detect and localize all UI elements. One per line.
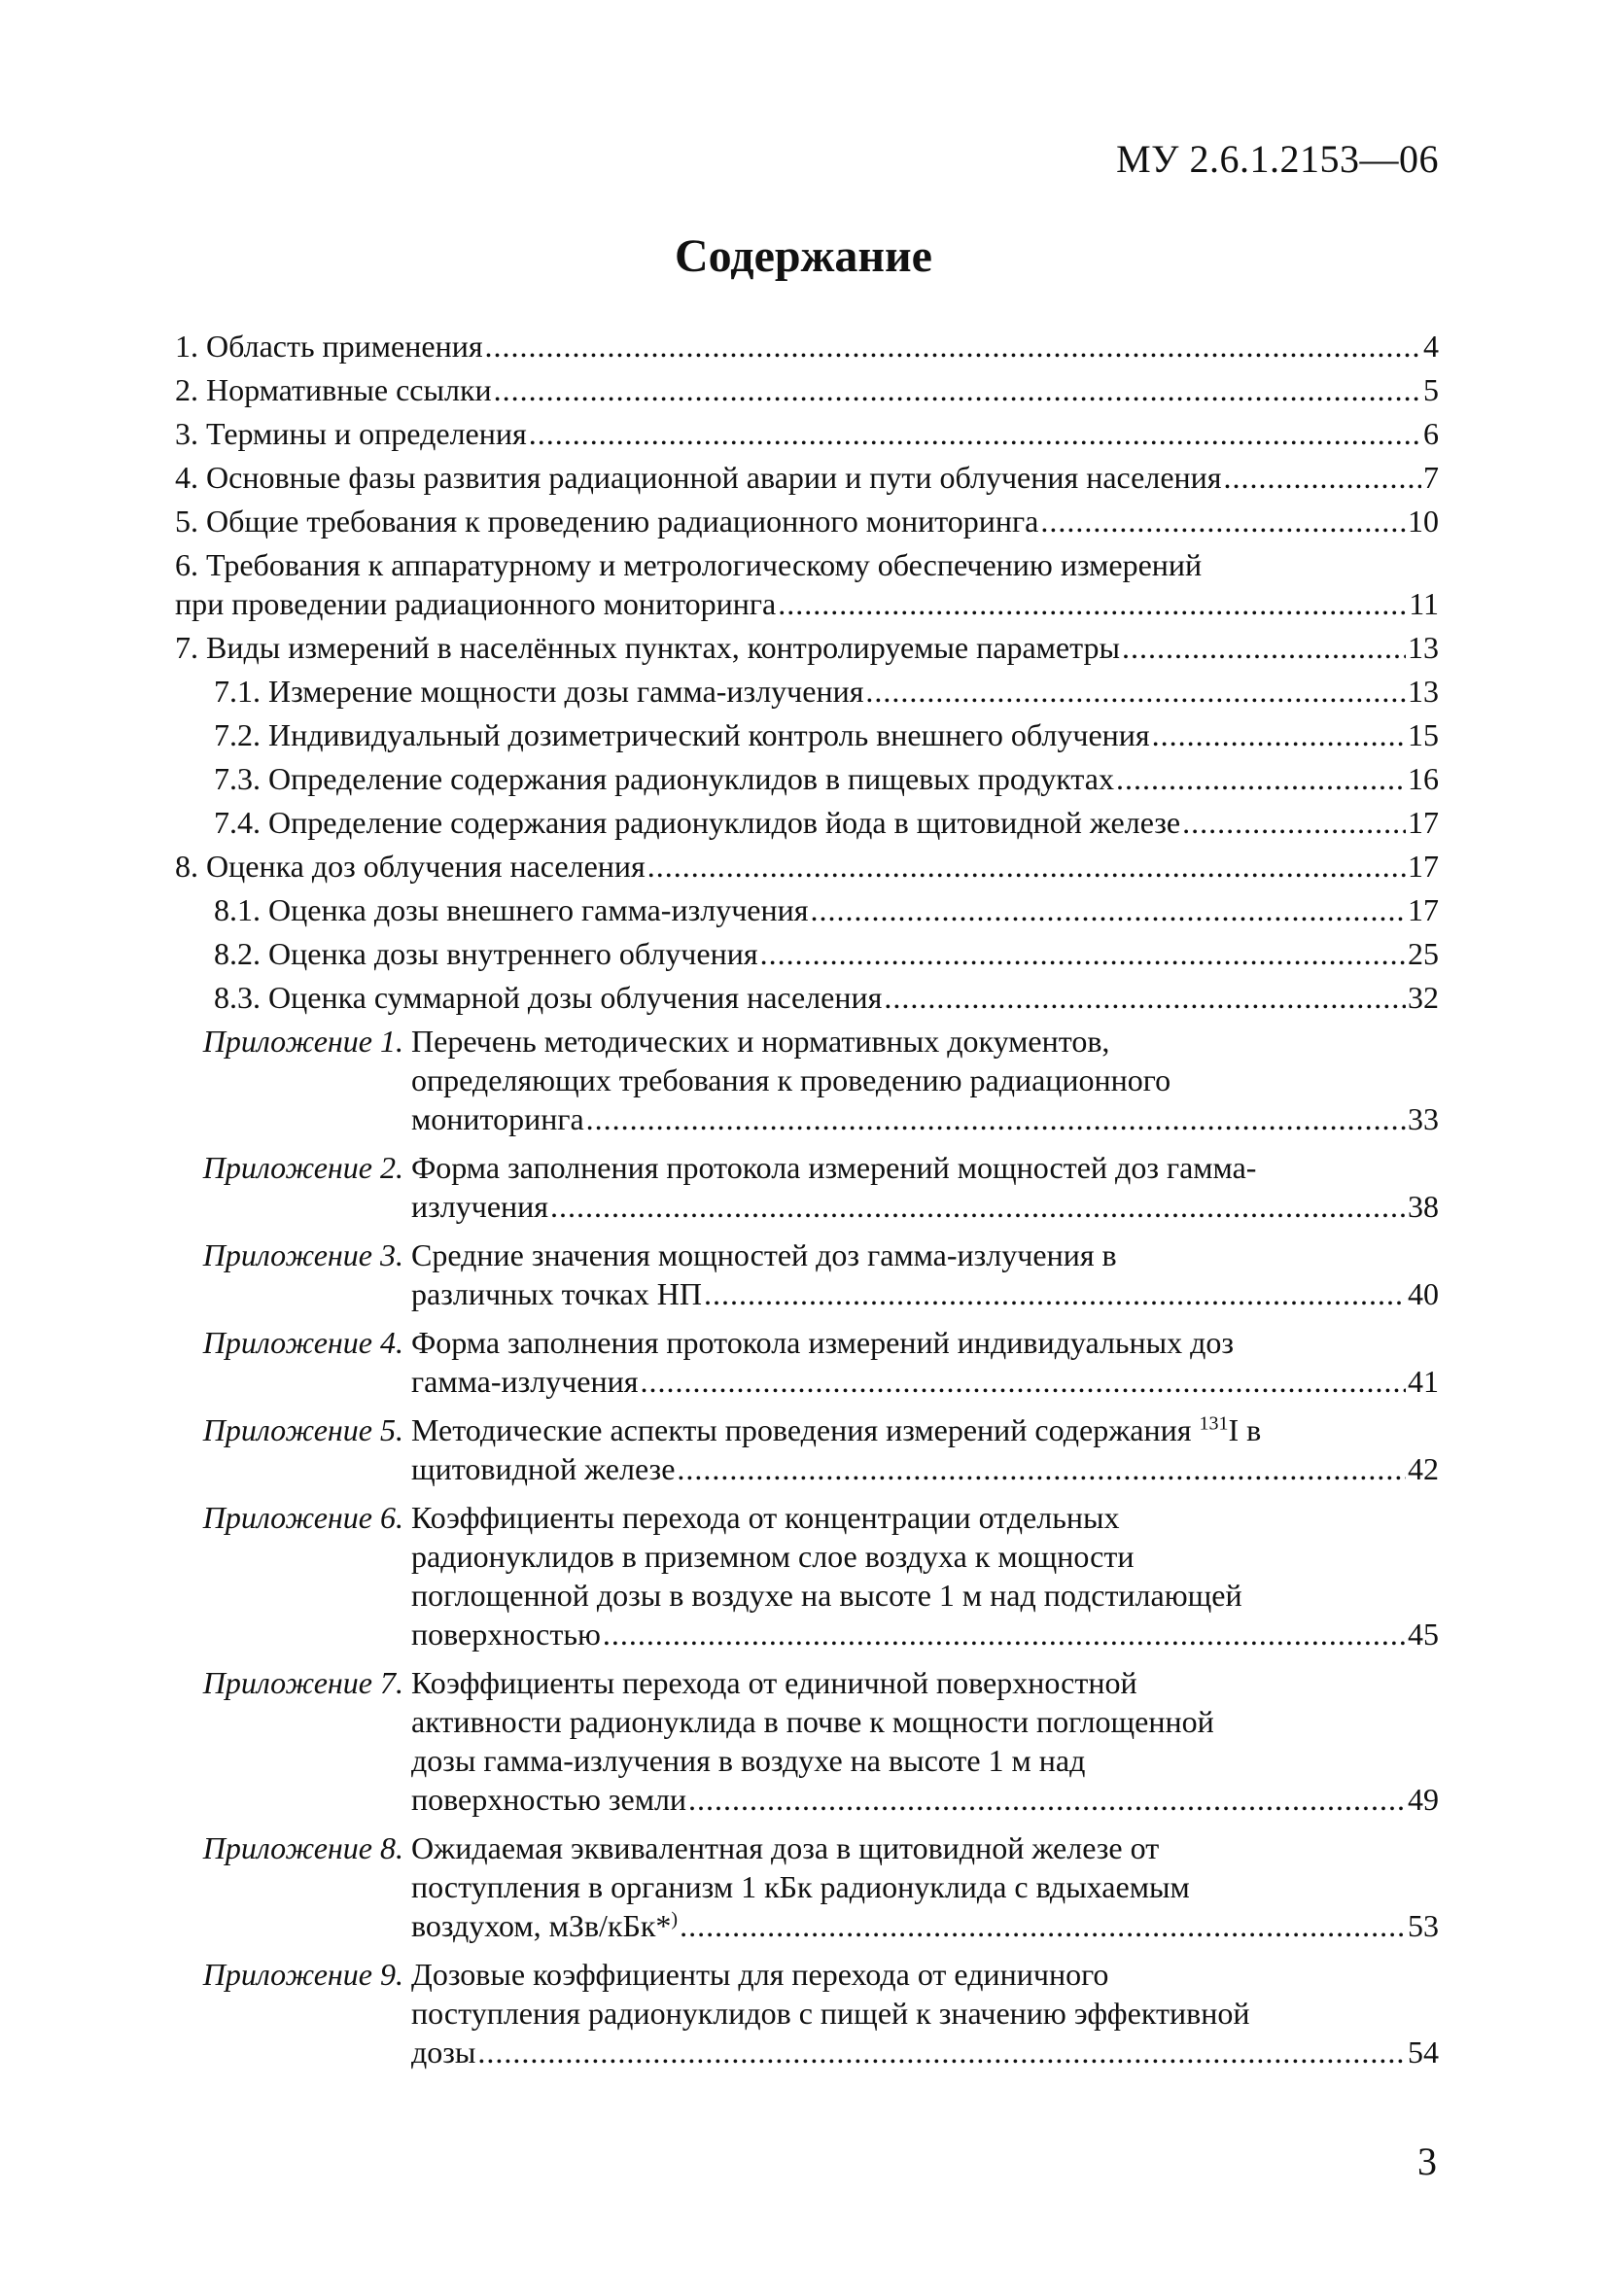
toc-entry	[175, 458, 1439, 497]
toc-entry-lastline	[411, 1615, 1439, 1653]
toc-entry-title	[411, 1362, 638, 1401]
toc-entry-lastline	[214, 934, 1439, 973]
toc-entry-title	[411, 1780, 686, 1819]
toc-page-number: 15	[1408, 717, 1439, 752]
toc-entry-lastline	[214, 715, 1439, 754]
dot-leader	[494, 370, 1421, 409]
toc-entry-text	[214, 934, 1439, 973]
toc-line-text: различных точках НП	[411, 1276, 702, 1311]
toc-entry-line	[411, 1828, 1439, 1867]
appendix-label: Приложение 5.	[202, 1412, 403, 1447]
toc-page-number: 17	[1408, 805, 1439, 840]
page-title: Содержание	[675, 230, 932, 282]
toc-line-text: мониторинга	[411, 1101, 584, 1136]
toc-entry-lastline	[411, 1906, 1439, 1945]
toc-line-text: Коэффициенты перехода от концентрации отдельных	[411, 1500, 1120, 1535]
toc-page-number: 6	[1423, 416, 1439, 451]
toc-page-number: 42	[1408, 1451, 1439, 1486]
toc-entry	[175, 628, 1439, 667]
toc-entry-lastline	[175, 458, 1439, 497]
toc-entry-lastline	[411, 1449, 1439, 1488]
toc-entry-lastline	[175, 847, 1439, 886]
toc-entry	[175, 414, 1439, 453]
toc-entry-text	[411, 1022, 1439, 1138]
toc-entry-lastline	[411, 1274, 1439, 1313]
toc-line-text: при проведении радиационного мониторинга	[175, 586, 777, 621]
toc-entry-title	[411, 2033, 475, 2071]
dot-leader	[778, 584, 1407, 623]
toc-entry	[175, 1022, 1439, 1138]
toc-entry	[175, 370, 1439, 409]
toc-entry	[175, 545, 1439, 623]
toc-entry	[175, 978, 1439, 1017]
toc-line-text: воздухом, мЗв/кБк*	[411, 1908, 672, 1943]
dot-leader	[865, 672, 1406, 711]
toc-entry-lastline	[175, 584, 1439, 623]
appendix-label: Приложение 3.	[202, 1237, 403, 1272]
toc-entry-text	[411, 1148, 1439, 1226]
toc-entry-line	[411, 1235, 1439, 1274]
toc-entry-text	[214, 803, 1439, 842]
dot-leader	[680, 1906, 1406, 1945]
toc-entry	[175, 327, 1439, 365]
toc-entry-title	[214, 803, 1180, 842]
toc-line-text: 2. Нормативные ссылки	[175, 372, 492, 407]
toc-entry-line	[411, 1410, 1439, 1449]
toc-line-text: излучения	[411, 1189, 548, 1224]
toc-entry-text	[175, 414, 1439, 453]
dot-leader	[704, 1274, 1406, 1313]
dot-leader	[1116, 759, 1406, 798]
page-number: 3	[1417, 2139, 1437, 2183]
toc-entry-title	[175, 327, 483, 365]
toc-entry-text	[175, 327, 1439, 365]
toc-entry-text	[214, 890, 1439, 929]
toc-entry-lastline	[175, 502, 1439, 540]
toc-line-text: 7.4. Определение содержания радионуклидов йода в щитовидной железе	[214, 805, 1181, 840]
toc-entry	[175, 1148, 1439, 1226]
toc-entry	[175, 1323, 1439, 1401]
superscript: )	[671, 1908, 679, 1931]
toc-entry	[175, 502, 1439, 540]
toc-entry-line	[411, 1741, 1439, 1780]
toc-entry-text	[411, 1498, 1439, 1653]
toc-entry-text	[411, 1323, 1439, 1401]
toc-line-text: поступления в организм 1 кБк радионуклида с вдыхаемым	[411, 1869, 1190, 1904]
toc-entry-line	[411, 1994, 1439, 2033]
toc-entry-title	[175, 502, 1038, 540]
toc-entry-lastline	[411, 1187, 1439, 1226]
toc-entry	[175, 1955, 1439, 2071]
toc-line-text: радионуклидов в приземном слое воздуха к мощности	[411, 1539, 1135, 1574]
toc-line-text: Средние значения мощностей доз гамма-излучения в	[411, 1237, 1117, 1272]
toc-line-text: 8.1. Оценка дозы внешнего гамма-излучения	[214, 892, 809, 927]
toc-entry	[175, 759, 1439, 798]
dot-leader	[810, 890, 1406, 929]
toc-page-number: 11	[1409, 586, 1439, 621]
toc-line-text: 6. Требования к аппаратурному и метрологическому обеспечению измерений	[175, 547, 1203, 582]
toc-page-number: 33	[1408, 1101, 1439, 1136]
toc-entry	[175, 803, 1439, 842]
toc-page-number: 49	[1408, 1782, 1439, 1817]
toc-entry-line	[411, 1022, 1439, 1061]
toc-entry-line	[411, 1867, 1439, 1906]
toc-line-text: I в	[1228, 1412, 1262, 1447]
toc-entry-title	[411, 1099, 584, 1138]
toc-line-text: активности радионуклида в почве к мощности поглощенной	[411, 1704, 1214, 1739]
toc-line-text: 5. Общие требования к проведению радиационного мониторинга	[175, 504, 1039, 539]
toc-line-text: 4. Основные фазы развития радиационной аварии и пути облучения населения	[175, 460, 1222, 495]
toc-entry-line	[411, 1323, 1439, 1362]
toc-entry-title	[175, 414, 527, 453]
toc-entry-lastline	[411, 1780, 1439, 1819]
dot-leader	[688, 1780, 1406, 1819]
dot-leader	[1122, 628, 1406, 667]
toc-entry-lastline	[175, 628, 1439, 667]
toc-entry-title	[214, 759, 1114, 798]
table-of-contents	[175, 327, 1439, 2081]
toc-entry-line	[411, 1955, 1439, 1994]
toc-page-number: 25	[1408, 936, 1439, 971]
toc-entry-text	[175, 502, 1439, 540]
toc-line-text: поступления радионуклидов с пищей к значению эффективной	[411, 1996, 1250, 2031]
toc-entry-lastline	[214, 978, 1439, 1017]
toc-entry-text	[175, 370, 1439, 409]
toc-line-text: Дозовые коэффициенты для перехода от единичного	[411, 1957, 1109, 1992]
toc-entry-title	[411, 1615, 601, 1653]
toc-entry-lastline	[214, 672, 1439, 711]
dot-leader	[677, 1449, 1406, 1488]
document-code: МУ 2.6.1.2153—06	[1116, 137, 1439, 181]
toc-entry	[175, 672, 1439, 711]
toc-line-text: определяющих требования к проведению радиационного	[411, 1062, 1171, 1097]
toc-entry-title	[214, 978, 882, 1017]
toc-entry	[175, 847, 1439, 886]
toc-entry-text	[411, 1828, 1439, 1945]
toc-entry-title	[411, 1187, 548, 1226]
dot-leader	[1223, 458, 1421, 497]
dot-leader	[529, 414, 1421, 453]
toc-entry-lastline	[214, 759, 1439, 798]
dot-leader	[485, 327, 1421, 365]
toc-entry	[175, 1410, 1439, 1488]
toc-entry-lastline	[175, 414, 1439, 453]
toc-entry	[175, 1498, 1439, 1653]
toc-page-number: 40	[1408, 1276, 1439, 1311]
toc-line-text: 7.3. Определение содержания радионуклидов в пищевых продуктах	[214, 761, 1114, 796]
toc-entry-title	[411, 1906, 678, 1945]
toc-entry-line	[411, 1663, 1439, 1702]
dot-leader	[1182, 803, 1406, 842]
dot-leader	[1152, 715, 1406, 754]
toc-page-number: 16	[1408, 761, 1439, 796]
toc-line-text: 7.1. Измерение мощности дозы гамма-излучения	[214, 674, 864, 709]
toc-page-number: 45	[1408, 1617, 1439, 1652]
toc-entry-text	[175, 545, 1439, 623]
toc-entry-text	[411, 1955, 1439, 2071]
superscript: 131	[1199, 1412, 1229, 1435]
appendix-label: Приложение 1.	[202, 1024, 403, 1059]
toc-line-text: 1. Область применения	[175, 329, 483, 364]
toc-entry-lastline	[214, 890, 1439, 929]
toc-line-text: Форма заполнения протокола измерений индивидуальных доз	[411, 1325, 1235, 1360]
toc-line-text: поверхностью	[411, 1617, 601, 1652]
toc-entry	[175, 890, 1439, 929]
toc-entry	[175, 1235, 1439, 1313]
toc-entry-title	[214, 672, 863, 711]
toc-entry-text	[175, 847, 1439, 886]
toc-page-number: 10	[1408, 504, 1439, 539]
toc-line-text: поглощенной дозы в воздухе на высоте 1 м над подстилающей	[411, 1578, 1242, 1613]
toc-page-number: 32	[1408, 980, 1439, 1015]
toc-entry-text	[214, 978, 1439, 1017]
toc-line-text: гамма-излучения	[411, 1364, 639, 1399]
dot-leader	[550, 1187, 1406, 1226]
toc-entry-title	[175, 628, 1120, 667]
toc-entry-text	[214, 715, 1439, 754]
toc-line-text: 3. Термины и определения	[175, 416, 527, 451]
toc-line-text: 7. Виды измерений в населённых пунктах, контролируемые параметры	[175, 630, 1120, 665]
toc-entry-text	[175, 628, 1439, 667]
toc-entry-title	[175, 584, 776, 623]
toc-entry-line	[411, 1576, 1439, 1615]
toc-entry-title	[214, 934, 758, 973]
toc-entry-text	[411, 1410, 1439, 1488]
toc-line-text: дозы гамма-излучения в воздухе на высоте 1 м над	[411, 1743, 1086, 1778]
toc-entry-title	[175, 847, 646, 886]
toc-entry-text	[214, 759, 1439, 798]
toc-entry-line	[175, 545, 1439, 584]
toc-page-number: 4	[1423, 329, 1439, 364]
toc-entry-line	[411, 1498, 1439, 1537]
toc-page-number: 41	[1408, 1364, 1439, 1399]
dot-leader	[603, 1615, 1406, 1653]
toc-line-text: дозы	[411, 2035, 476, 2070]
toc-page-number: 5	[1423, 372, 1439, 407]
toc-entry-title	[175, 370, 492, 409]
toc-entry	[175, 1663, 1439, 1819]
appendix-label: Приложение 8.	[202, 1830, 403, 1865]
appendix-label: Приложение 7.	[202, 1665, 403, 1700]
toc-page-number: 17	[1408, 849, 1439, 884]
toc-line-text: 8.3. Оценка суммарной дозы облучения населения	[214, 980, 883, 1015]
toc-entry-title	[411, 1449, 675, 1488]
dot-leader	[1040, 502, 1406, 540]
toc-entry-lastline	[411, 1362, 1439, 1401]
toc-entry-lastline	[175, 327, 1439, 365]
toc-line-text: Перечень методических и нормативных документов,	[411, 1024, 1110, 1059]
toc-entry-line	[411, 1061, 1439, 1099]
toc-entry-title	[214, 890, 808, 929]
toc-entry-title	[175, 458, 1221, 497]
toc-page-number: 54	[1408, 2035, 1439, 2070]
toc-line-text: 8.2. Оценка дозы внутреннего облучения	[214, 936, 758, 971]
toc-entry-lastline	[214, 803, 1439, 842]
dot-leader	[760, 934, 1406, 973]
appendix-label: Приложение 6.	[202, 1500, 403, 1535]
toc-line-text: щитовидной железе	[411, 1451, 676, 1486]
toc-page-number: 38	[1408, 1189, 1439, 1224]
toc-entry	[175, 1828, 1439, 1945]
toc-page-number: 17	[1408, 892, 1439, 927]
appendix-label: Приложение 4.	[202, 1325, 403, 1360]
toc-entry-text	[214, 672, 1439, 711]
dot-leader	[640, 1362, 1406, 1401]
toc-entry-title	[411, 1274, 702, 1313]
toc-entry	[175, 934, 1439, 973]
appendix-label: Приложение 9.	[202, 1957, 403, 1992]
toc-entry-lastline	[411, 1099, 1439, 1138]
toc-page-number: 13	[1408, 630, 1439, 665]
toc-entry-title	[214, 715, 1150, 754]
toc-entry-line	[411, 1148, 1439, 1187]
toc-page-number: 13	[1408, 674, 1439, 709]
toc-line-text: Коэффициенты перехода от единичной поверхностной	[411, 1665, 1137, 1700]
dot-leader	[884, 978, 1406, 1017]
toc-entry-line	[411, 1537, 1439, 1576]
toc-entry-lastline	[411, 2033, 1439, 2071]
toc-line-text: Ожидаемая эквивалентная доза в щитовидной железе от	[411, 1830, 1160, 1865]
toc-entry-text	[411, 1663, 1439, 1819]
toc-entry-text	[411, 1235, 1439, 1313]
toc-entry	[175, 715, 1439, 754]
appendix-label: Приложение 2.	[202, 1150, 403, 1185]
toc-page-number: 7	[1423, 460, 1439, 495]
toc-line-text: Методические аспекты проведения измерений содержания	[411, 1412, 1192, 1447]
toc-page-number: 53	[1408, 1908, 1439, 1943]
dot-leader	[477, 2033, 1406, 2071]
toc-entry-line	[411, 1702, 1439, 1741]
dot-leader	[586, 1099, 1406, 1138]
toc-line-text: 7.2. Индивидуальный дозиметрический контроль внешнего облучения	[214, 717, 1150, 752]
toc-line-text: Форма заполнения протокола измерений мощностей доз гамма-	[411, 1150, 1257, 1185]
toc-entry-text	[175, 458, 1439, 497]
dot-leader	[647, 847, 1406, 886]
toc-line-text: поверхностью земли	[411, 1782, 687, 1817]
toc-line-text: 8. Оценка доз облучения населения	[175, 849, 646, 884]
toc-entry-lastline	[175, 370, 1439, 409]
